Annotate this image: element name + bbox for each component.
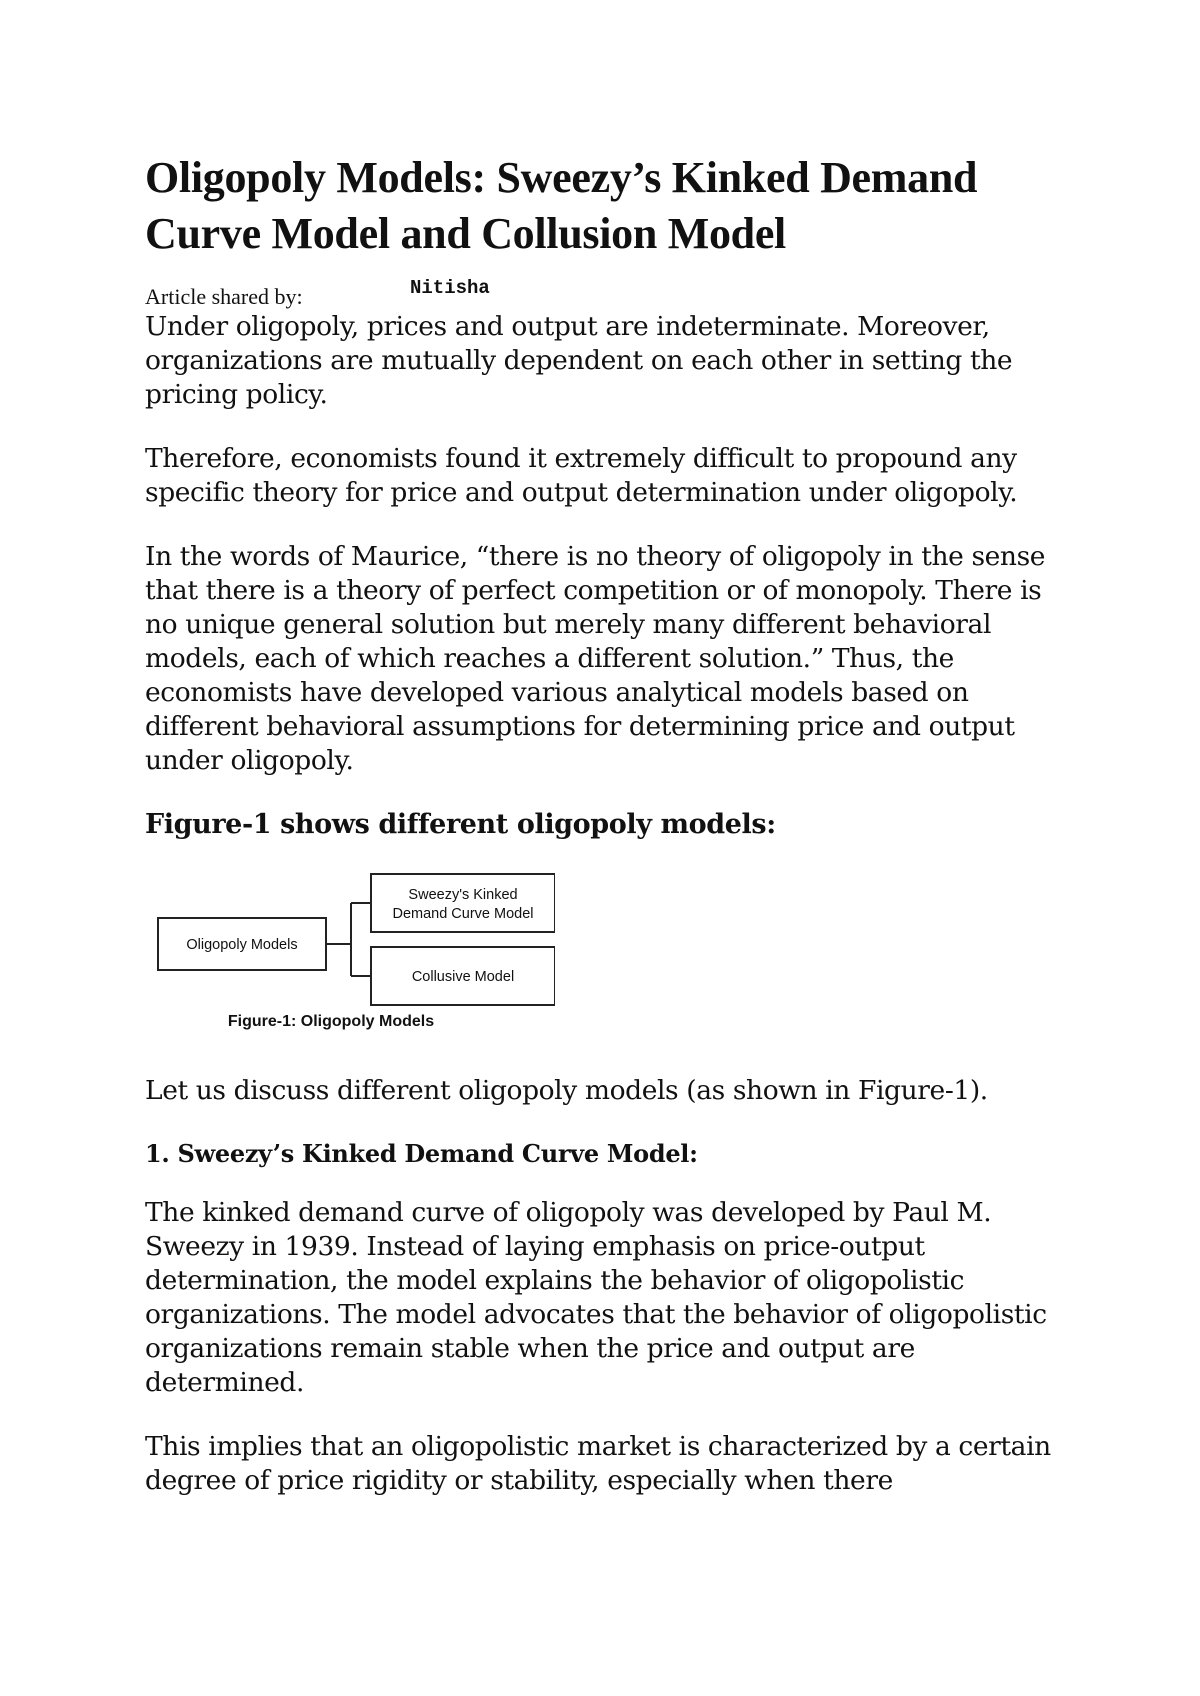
oligopoly-models-diagram	[145, 868, 555, 1038]
after-figure-paragraph: Let us discuss different oligopoly models (as shown in Figure-1).	[145, 1075, 988, 1106]
byline-label: Article shared by:	[145, 284, 303, 309]
root-label: Oligopoly Models	[186, 937, 298, 953]
branch-bottom-label: Collusive Model	[411, 969, 515, 985]
figure-caption: Figure-1: Oligopoly Models	[227, 1013, 435, 1030]
intro-paragraph-2: Therefore, economists found it extremely difficult to propound any specific theory for price and output determination under oligopoly.	[145, 443, 1018, 508]
branch-top-label-line2: Demand Curve Model	[392, 906, 534, 922]
section-paragraph-1: The kinked demand curve of oligopoly was developed by Paul M. Sweezy in 1939. Instead of laying emphasis on price-output determination, the model explains the behavior of oligopolistic organizations. The model advocates that the behavior of oligopolistic organizations remain stable when the price and output are determined.	[145, 1197, 1047, 1398]
branch-top-box	[371, 874, 555, 932]
figure-heading: Figure-1 shows different oligopoly models:	[145, 809, 776, 840]
article	[145, 150, 1075, 1528]
section-heading: 1. Sweezy’s Kinked Demand Curve Model:	[145, 1139, 698, 1168]
author-name[interactable]: Nitisha	[410, 277, 490, 299]
intro-paragraph-3: In the words of Maurice, “there is no theory of oligopoly in the sense that there is a theory of perfect competition or of monopoly. There is no unique general solution but merely many different behavioral models, each of which reaches a different solution.” Thus, the economists have developed various analytical models based on different behavioral assumptions for determining price and output under oligopoly.	[145, 541, 1046, 776]
intro-paragraph-1: Under oligopoly, prices and output are indeterminate. Moreover, organizations are mutually dependent on each other in setting the pricing policy.	[145, 311, 1013, 410]
section-paragraph-2: This implies that an oligopolistic market is characterized by a certain degree of price rigidity or stability, especially when there	[145, 1431, 1051, 1496]
article-title: Oligopoly Models: Sweezy’s Kinked Demand Curve Model and Collusion Model	[145, 153, 978, 258]
branch-top-label-line1: Sweezy's Kinked	[408, 887, 518, 903]
byline	[145, 277, 1075, 310]
